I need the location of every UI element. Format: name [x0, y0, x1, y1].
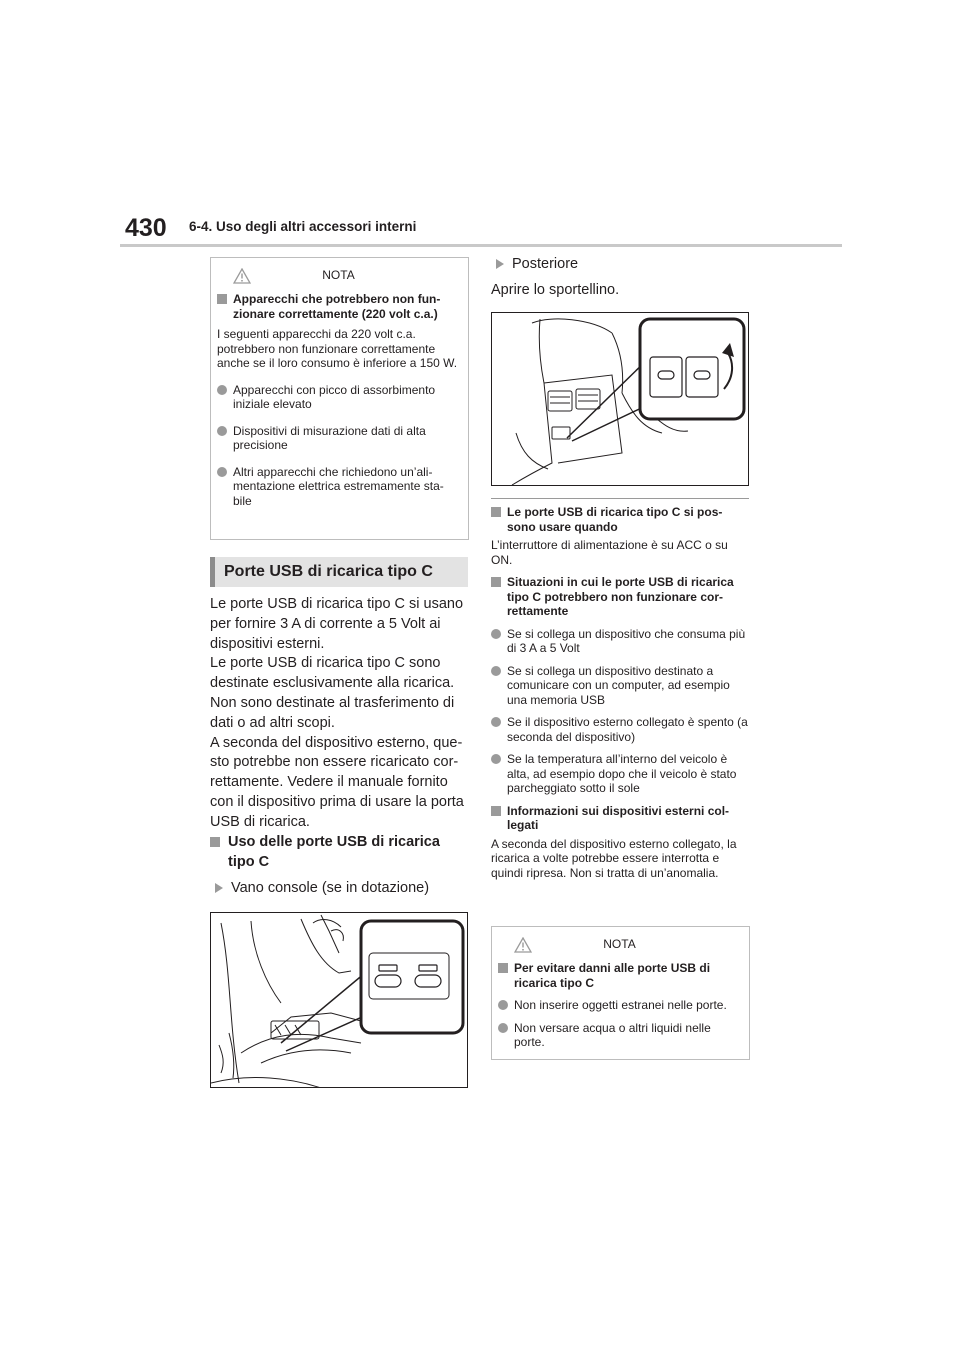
note-text: I seguenti apparecchi da 220 volt c.a. potrebbero non funzionare correttamente anche se il loro consumo è inferiore a 150 W. — [217, 327, 458, 370]
external-devices-text: A seconda del dispositivo esterno collegato, la ricarica a volte potrebbe essere interrotta e quindi ripresa. Non si tratta di un’anomalia. — [491, 836, 737, 880]
note-bullet: Apparecchi con picco di assorbimento iniziale elevato — [217, 383, 460, 412]
warning-icon — [514, 937, 532, 953]
rear-item: Posteriore — [494, 255, 762, 273]
usb-description — [210, 595, 472, 833]
note-bullet: Dispositivi di misurazione dati di alta precisione — [217, 424, 460, 453]
note-bullet: Non versare acqua o altri liquidi nelle porte. — [498, 1021, 741, 1050]
usable-when-text: L’interruttore di alimentazione è su ACC o su ON. — [491, 538, 728, 567]
rear-figure — [491, 312, 749, 486]
console-item: Vano console (se in dotazione) — [213, 879, 486, 897]
malfunction-bullet: Se il dispositivo esterno collegato è spento (a seconda del dispositivo) — [491, 715, 749, 744]
note-box-1 — [210, 257, 469, 540]
page-number: 430 — [125, 214, 167, 242]
note-header — [217, 266, 460, 284]
note-label: NOTA — [322, 268, 355, 282]
paragraph: A seconda del dispositivo esterno, que-sto potrebbe non essere ricaricato cor-rettamente. Vedere il manuale fornito con il dispositivo prima di usare la porta USB di ricarica. — [210, 734, 464, 830]
external-devices-heading: Informazioni sui dispositivi esterni col-legati — [491, 804, 749, 833]
note-label: NOTA — [603, 937, 636, 951]
malfunction-bullet: Se si collega un dispositivo che consuma più di 3 A a 5 Volt — [491, 627, 749, 656]
console-illustration — [211, 913, 468, 1088]
malfunction-heading: Situazioni in cui le porte USB di ricarica tipo C potrebbero non funzionare cor-rettamente — [491, 575, 749, 619]
note-heading: Apparecchi che potrebbero non fun-zionare correttamente (220 volt c.a.) — [217, 292, 460, 321]
section-title: 6-4. Uso degli altri accessori interni — [189, 219, 417, 234]
note-heading: Per evitare danni alle porte USB di ricarica tipo C — [498, 961, 741, 990]
paragraph: Le porte USB di ricarica tipo C sono destinate esclusivamente alla ricarica. Non sono destinate al trasferimento di dati o ad altri scopi. — [210, 655, 455, 731]
note-box-2 — [491, 926, 750, 1060]
heading-title: Porte USB di ricarica tipo C — [224, 563, 433, 580]
section-heading-usb — [210, 557, 468, 587]
header-rule — [120, 244, 842, 247]
usage-heading: Uso delle porte USB di ricarica tipo C — [210, 833, 468, 873]
rear-illustration — [492, 313, 749, 486]
note-bullet: Altri apparecchi che richiedono un’ali-mentazione elettrica estremamente sta-bile — [217, 465, 460, 509]
rear-instruction: Aprire lo sportellino. — [491, 282, 620, 298]
heading-accent — [210, 557, 215, 587]
usable-when-heading: Le porte USB di ricarica tipo C si pos-sono usare quando — [491, 505, 749, 534]
paragraph: Le porte USB di ricarica tipo C si usano per fornire 3 A di corrente a 5 Volt ai dispositivi esterni. — [210, 596, 464, 652]
note-header — [498, 935, 741, 953]
note-bullet: Non inserire oggetti estranei nelle porte. — [498, 998, 741, 1013]
malfunction-bullet: Se si collega un dispositivo destinato a comunicare con un computer, ad esempio una memoria USB — [491, 664, 749, 708]
console-figure — [210, 912, 468, 1088]
right-column-rule — [491, 498, 749, 499]
malfunction-bullet: Se la temperatura all’interno del veicolo è alta, ad esempio dopo che il veicolo è stato parcheggiato sotto il sole — [491, 752, 749, 796]
warning-icon — [233, 268, 251, 284]
right-column-notes — [491, 505, 749, 880]
